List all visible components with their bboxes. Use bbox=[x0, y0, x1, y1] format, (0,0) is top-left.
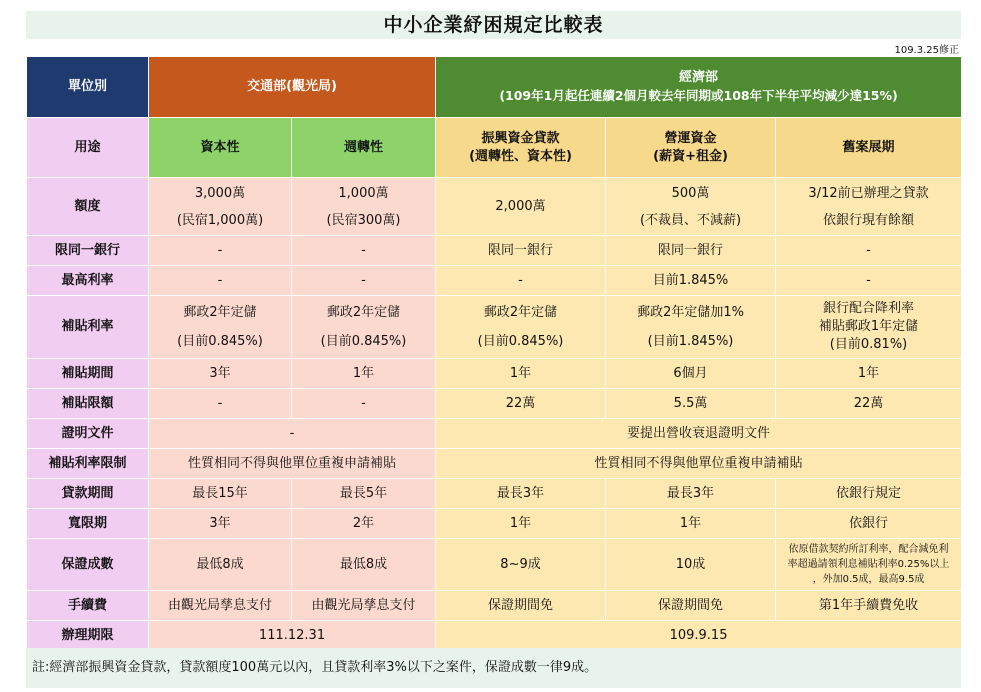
subsidy-rate-existing bbox=[776, 296, 962, 359]
fee-revival: 保證期間免 bbox=[436, 591, 606, 621]
subsidy-period-revival: 1年 bbox=[436, 359, 606, 389]
usage-existing: 舊案展期 bbox=[776, 118, 962, 178]
header-economy-subtitle: (109年1月起任連續2個月較去年同期或108年下半年平均減少達15%) bbox=[499, 88, 898, 103]
subsidy-rate-capital bbox=[149, 296, 292, 359]
fee-existing: 第1年手續費免收 bbox=[776, 591, 962, 621]
quota-working bbox=[292, 178, 436, 236]
usage-revival bbox=[436, 118, 606, 178]
subsidy-rate-revival bbox=[436, 296, 606, 359]
row-label-usage: 用途 bbox=[27, 118, 149, 178]
guarantee-existing bbox=[776, 539, 962, 591]
row-label-loan-period: 貸款期間 bbox=[27, 479, 149, 509]
quota-capital-line1: 3,000萬 bbox=[194, 185, 246, 201]
row-label-max-rate: 最高利率 bbox=[27, 266, 149, 296]
quota-existing bbox=[776, 178, 962, 236]
subsidy-cap-working: - bbox=[292, 389, 436, 419]
subsidy-cap-capital: - bbox=[149, 389, 292, 419]
quota-working-line1: 1,000萬 bbox=[338, 185, 389, 201]
header-economy bbox=[436, 57, 962, 118]
subsidy-rate-operating-line1: 郵政2年定儲加1% bbox=[637, 305, 744, 320]
subsidy-period-operating: 6個月 bbox=[606, 359, 776, 389]
usage-operating-line2: (薪資+租金) bbox=[653, 148, 728, 164]
restriction-economy: 性質相同不得與他單位重複申請補貼 bbox=[436, 449, 962, 479]
grace-operating: 1年 bbox=[606, 509, 776, 539]
row-label-quota: 額度 bbox=[27, 178, 149, 236]
max-rate-existing: - bbox=[776, 266, 962, 296]
row-label-subsidy-period: 補貼期間 bbox=[27, 359, 149, 389]
restriction-row bbox=[27, 449, 962, 479]
subsidy-rate-capital-line2: (目前0.845%) bbox=[177, 334, 263, 349]
subsidy-rate-row bbox=[27, 296, 962, 359]
quota-row bbox=[27, 178, 962, 236]
subsidy-rate-existing-line3: (目前0.81%) bbox=[829, 337, 908, 352]
quota-capital bbox=[149, 178, 292, 236]
header-economy-title: 經濟部 bbox=[679, 70, 719, 85]
quota-revival: 2,000萬 bbox=[436, 178, 606, 236]
guarantee-operating: 10成 bbox=[606, 539, 776, 591]
same-bank-working: - bbox=[292, 236, 436, 266]
subsidy-rate-working bbox=[292, 296, 436, 359]
subsidy-rate-capital-line1: 郵政2年定儲 bbox=[183, 305, 257, 320]
subsidy-cap-revival: 22萬 bbox=[436, 389, 606, 419]
grace-working: 2年 bbox=[292, 509, 436, 539]
grace-existing: 依銀行 bbox=[776, 509, 962, 539]
header-row bbox=[27, 57, 962, 118]
max-rate-operating: 目前1.845% bbox=[606, 266, 776, 296]
row-label-same-bank: 限同一銀行 bbox=[27, 236, 149, 266]
quota-existing-line1: 3/12前已辦理之貸款 bbox=[808, 185, 929, 201]
loan-period-existing: 依銀行規定 bbox=[776, 479, 962, 509]
subsidy-rate-existing-line1: 銀行配合降利率 bbox=[823, 301, 915, 316]
guarantee-existing-line3: ，外加0.5成，最高9.5成 bbox=[812, 574, 925, 585]
quota-operating bbox=[606, 178, 776, 236]
fee-operating: 保證期間免 bbox=[606, 591, 776, 621]
header-unit: 單位別 bbox=[27, 57, 149, 118]
guarantee-revival: 8~9成 bbox=[436, 539, 606, 591]
header-transport: 交通部(觀光局) bbox=[149, 57, 436, 118]
loan-period-row bbox=[27, 479, 962, 509]
same-bank-row bbox=[27, 236, 962, 266]
usage-revival-line1: 振興資金貸款 bbox=[481, 130, 560, 146]
fee-working: 由觀光局孳息支付 bbox=[292, 591, 436, 621]
same-bank-capital: - bbox=[149, 236, 292, 266]
quota-capital-line2: (民宿1,000萬) bbox=[176, 212, 264, 228]
subsidy-period-row bbox=[27, 359, 962, 389]
same-bank-existing: - bbox=[776, 236, 962, 266]
subsidy-rate-operating-line2: (目前1.845%) bbox=[647, 334, 734, 349]
same-bank-operating: 限同一銀行 bbox=[606, 236, 776, 266]
row-label-restriction: 補貼利率限制 bbox=[27, 449, 149, 479]
subsidy-rate-working-line2: (目前0.845%) bbox=[320, 334, 407, 349]
usage-operating-line1: 營運資金 bbox=[664, 130, 717, 146]
row-label-grace: 寬限期 bbox=[27, 509, 149, 539]
deadline-economy: 109.9.15 bbox=[436, 621, 962, 651]
row-label-guarantee: 保證成數 bbox=[27, 539, 149, 591]
subsidy-rate-existing-line2: 補貼郵政1年定儲 bbox=[818, 319, 919, 334]
max-rate-capital: - bbox=[149, 266, 292, 296]
quota-operating-line1: 500萬 bbox=[671, 185, 710, 201]
max-rate-revival: - bbox=[436, 266, 606, 296]
row-label-subsidy-cap: 補貼限額 bbox=[27, 389, 149, 419]
proof-row bbox=[27, 419, 962, 449]
fee-capital: 由觀光局孳息支付 bbox=[149, 591, 292, 621]
usage-row bbox=[27, 118, 962, 178]
usage-operating bbox=[606, 118, 776, 178]
proof-transport: - bbox=[149, 419, 436, 449]
quota-existing-line2: 依銀行現有餘額 bbox=[823, 212, 915, 228]
subsidy-rate-operating bbox=[606, 296, 776, 359]
max-rate-row bbox=[27, 266, 962, 296]
footnote: 註:經濟部振興資金貸款，貸款額度100萬元以內，且貸款利率3%以下之案件，保證成數一律9成。 bbox=[26, 648, 961, 688]
subsidy-period-capital: 3年 bbox=[149, 359, 292, 389]
same-bank-revival: 限同一銀行 bbox=[436, 236, 606, 266]
row-label-subsidy-rate: 補貼利率 bbox=[27, 296, 149, 359]
row-label-deadline: 辦理期限 bbox=[27, 621, 149, 651]
subsidy-cap-existing: 22萬 bbox=[776, 389, 962, 419]
subsidy-rate-working-line1: 郵政2年定儲 bbox=[326, 305, 401, 320]
usage-capital: 資本性 bbox=[149, 118, 292, 178]
guarantee-row bbox=[27, 539, 962, 591]
comparison-table bbox=[26, 56, 962, 651]
fee-row bbox=[27, 591, 962, 621]
quota-operating-line2: (不裁員、不減薪) bbox=[639, 212, 742, 228]
restriction-transport: 性質相同不得與他單位重複申請補貼 bbox=[149, 449, 436, 479]
subsidy-rate-revival-line2: (目前0.845%) bbox=[477, 334, 564, 349]
loan-period-working: 最長5年 bbox=[292, 479, 436, 509]
revision-date: 109.3.25修正 bbox=[894, 45, 959, 56]
guarantee-working: 最低8成 bbox=[292, 539, 436, 591]
subsidy-cap-row bbox=[27, 389, 962, 419]
grace-row bbox=[27, 509, 962, 539]
loan-period-operating: 最長3年 bbox=[606, 479, 776, 509]
deadline-row bbox=[27, 621, 962, 651]
subsidy-period-existing: 1年 bbox=[776, 359, 962, 389]
grace-revival: 1年 bbox=[436, 509, 606, 539]
loan-period-revival: 最長3年 bbox=[436, 479, 606, 509]
usage-working: 週轉性 bbox=[292, 118, 436, 178]
deadline-transport: 111.12.31 bbox=[149, 621, 436, 651]
max-rate-working: - bbox=[292, 266, 436, 296]
subsidy-cap-operating: 5.5萬 bbox=[606, 389, 776, 419]
proof-economy: 要提出營收衰退證明文件 bbox=[436, 419, 962, 449]
row-label-fee: 手續費 bbox=[27, 591, 149, 621]
guarantee-capital: 最低8成 bbox=[149, 539, 292, 591]
quota-working-line2: (民宿300萬) bbox=[326, 212, 401, 228]
subsidy-period-working: 1年 bbox=[292, 359, 436, 389]
guarantee-existing-line2: 率超過請領利息補貼利率0.25%以上 bbox=[787, 559, 950, 570]
subsidy-rate-revival-line1: 郵政2年定儲 bbox=[483, 305, 558, 320]
page-title: 中小企業紓困規定比較表 bbox=[26, 11, 961, 39]
usage-revival-line2: (週轉性、資本性) bbox=[469, 148, 572, 164]
row-label-proof: 證明文件 bbox=[27, 419, 149, 449]
loan-period-capital: 最長15年 bbox=[149, 479, 292, 509]
grace-capital: 3年 bbox=[149, 509, 292, 539]
guarantee-existing-line1: 依原借款契約所訂利率，配合減免利 bbox=[788, 544, 949, 555]
